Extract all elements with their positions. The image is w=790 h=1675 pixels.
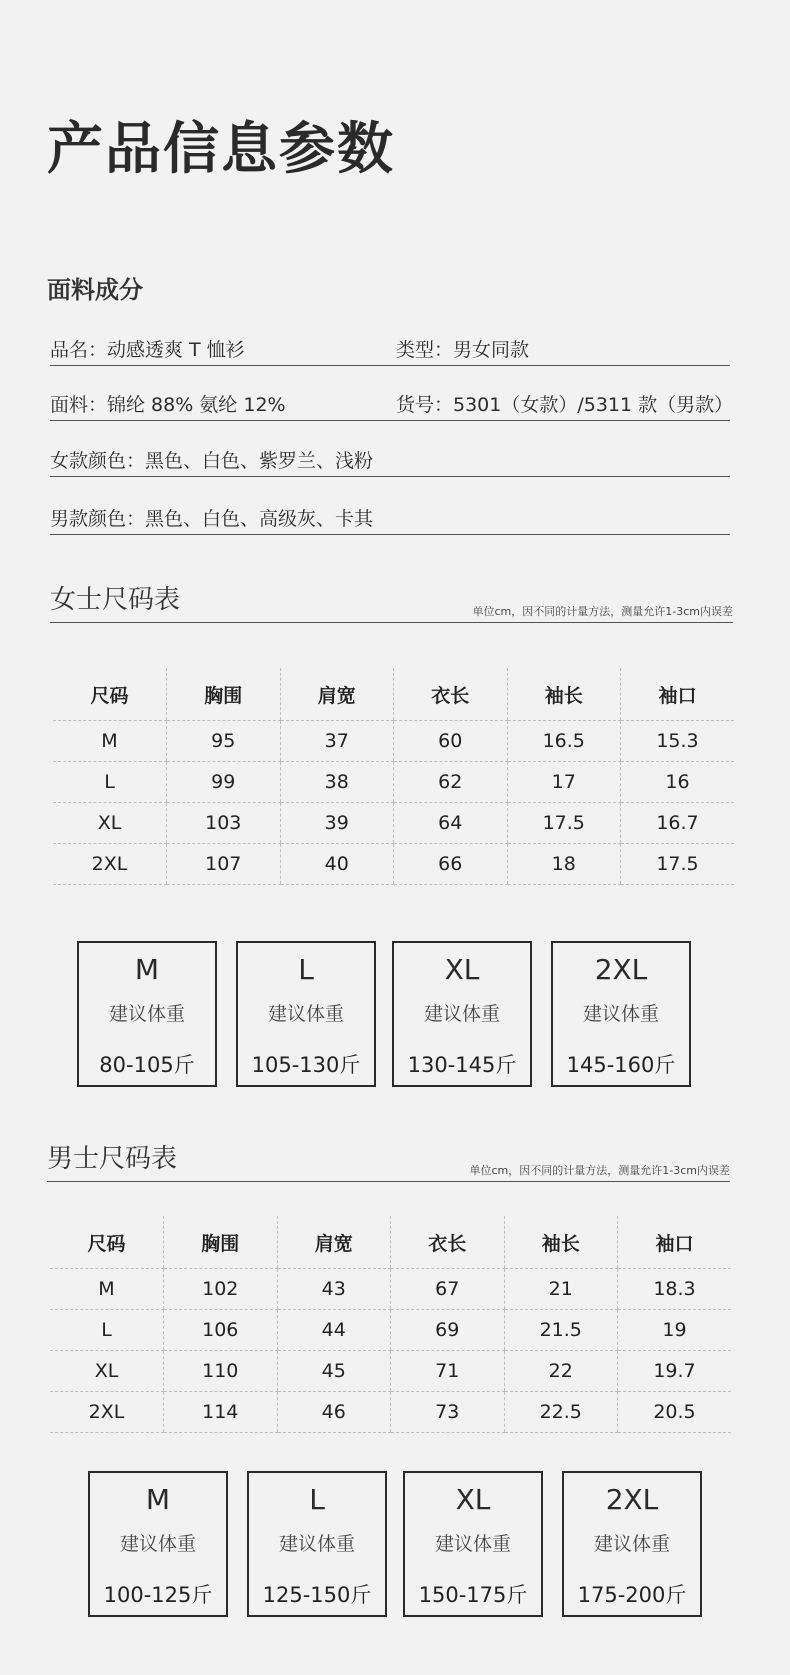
table-cell: 102: [164, 1269, 278, 1310]
weight-card-range: 175-200斤: [577, 1583, 687, 1607]
header-cell: 胸围: [167, 668, 281, 721]
table-cell: 39: [280, 803, 394, 844]
weight-card-label: 建议体重: [119, 1533, 196, 1555]
weight-card-label: 建议体重: [267, 1003, 344, 1025]
women-weight-card-2xl: [551, 941, 691, 1087]
product-name: 品名：动感透爽 T 恤衫: [50, 339, 245, 361]
table-row: [53, 721, 734, 762]
table-cell: XL: [50, 1351, 164, 1392]
info-row-women-colors: [50, 446, 730, 477]
weight-card-size: 2XL: [605, 1483, 659, 1516]
table-cell: 106: [164, 1310, 278, 1351]
table-cell: M: [50, 1269, 164, 1310]
header-cell: 衣长: [391, 1216, 505, 1269]
women-weight-card-l: [236, 941, 376, 1087]
men-size-chart-divider: [47, 1181, 730, 1182]
table-cell: 18: [507, 844, 621, 885]
header-cell: 袖口: [618, 1216, 732, 1269]
info-row-men-colors: [50, 504, 730, 535]
weight-card-size: L: [298, 953, 314, 986]
table-cell: 67: [391, 1269, 505, 1310]
table-row: [53, 844, 734, 885]
table-cell: M: [53, 721, 167, 762]
table-cell: L: [53, 762, 167, 803]
weight-card-label: 建议体重: [593, 1533, 670, 1555]
table-cell: 71: [391, 1351, 505, 1392]
fabric-composition: 面料：锦纶 88% 氨纶 12%: [50, 394, 286, 416]
header-cell: 衣长: [394, 668, 508, 721]
table-row: [53, 803, 734, 844]
table-cell: 60: [394, 721, 508, 762]
men-size-table: [50, 1216, 731, 1433]
women-size-chart-divider: [50, 622, 733, 623]
table-row: [50, 1269, 731, 1310]
table-cell: 20.5: [618, 1392, 732, 1433]
table-cell: 44: [277, 1310, 391, 1351]
women-size-chart-note: 单位cm，因不同的计量方法，测量允许1-3cm内误差: [472, 605, 733, 618]
header-cell: 胸围: [164, 1216, 278, 1269]
men-colors: 男款颜色：黑色、白色、高级灰、卡其: [50, 508, 374, 530]
header-cell: 尺码: [50, 1216, 164, 1269]
table-cell: 107: [167, 844, 281, 885]
table-cell: 64: [394, 803, 508, 844]
table-cell: 22.5: [504, 1392, 618, 1433]
header-cell: 肩宽: [277, 1216, 391, 1269]
table-cell: 46: [277, 1392, 391, 1433]
info-row-name-type: [50, 335, 730, 366]
table-header-row: [53, 668, 734, 721]
women-weight-card-xl: [392, 941, 532, 1087]
table-cell: 16: [621, 762, 735, 803]
table-cell: 40: [280, 844, 394, 885]
table-cell: 19: [618, 1310, 732, 1351]
table-row: [50, 1351, 731, 1392]
weight-card-range: 80-105斤: [99, 1053, 195, 1077]
weight-card-size: M: [134, 953, 160, 986]
weight-card-range: 125-150斤: [262, 1583, 372, 1607]
weight-card-size: 2XL: [594, 953, 648, 986]
table-cell: L: [50, 1310, 164, 1351]
table-cell: 73: [391, 1392, 505, 1433]
table-cell: 99: [167, 762, 281, 803]
table-cell: 2XL: [53, 844, 167, 885]
header-cell: 袖口: [621, 668, 735, 721]
header-cell: 袖长: [504, 1216, 618, 1269]
weight-card-range: 130-145斤: [407, 1053, 517, 1077]
table-cell: 62: [394, 762, 508, 803]
table-cell: 16.7: [621, 803, 735, 844]
weight-card-size: XL: [455, 1483, 491, 1516]
table-cell: 17: [507, 762, 621, 803]
table-cell: 21: [504, 1269, 618, 1310]
table-cell: 15.3: [621, 721, 735, 762]
weight-card-size: M: [145, 1483, 171, 1516]
table-cell: 2XL: [50, 1392, 164, 1433]
table-cell: 69: [391, 1310, 505, 1351]
table-cell: 19.7: [618, 1351, 732, 1392]
weight-card-size: XL: [444, 953, 480, 986]
men-weight-card-xl: [403, 1471, 543, 1617]
table-cell: 114: [164, 1392, 278, 1433]
table-row: [50, 1310, 731, 1351]
header-cell: 肩宽: [280, 668, 394, 721]
weight-card-label: 建议体重: [434, 1533, 511, 1555]
weight-card-label: 建议体重: [423, 1003, 500, 1025]
men-weight-card-l: [247, 1471, 387, 1617]
page-title: 产品信息参数: [47, 117, 395, 182]
table-cell: 110: [164, 1351, 278, 1392]
table-header-row: [50, 1216, 731, 1269]
women-size-table: [53, 668, 734, 885]
weight-card-range: 100-125斤: [103, 1583, 213, 1607]
women-weight-card-m: [77, 941, 217, 1087]
table-cell: 43: [277, 1269, 391, 1310]
table-row: [50, 1392, 731, 1433]
table-cell: 103: [167, 803, 281, 844]
weight-card-range: 145-160斤: [566, 1053, 676, 1077]
fabric-section-title: 面料成分: [47, 276, 143, 304]
weight-card-label: 建议体重: [108, 1003, 185, 1025]
men-size-chart-note: 单位cm，因不同的计量方法，测量允许1-3cm内误差: [469, 1164, 730, 1177]
table-cell: 95: [167, 721, 281, 762]
table-cell: 17.5: [621, 844, 735, 885]
table-row: [53, 762, 734, 803]
weight-card-range: 105-130斤: [251, 1053, 361, 1077]
header-cell: 尺码: [53, 668, 167, 721]
weight-card-label: 建议体重: [582, 1003, 659, 1025]
table-cell: 18.3: [618, 1269, 732, 1310]
product-type: 类型：男女同款: [396, 339, 530, 361]
table-cell: 17.5: [507, 803, 621, 844]
men-size-chart-title: 男士尺码表: [47, 1144, 178, 1174]
info-row-fabric-sku: [50, 390, 734, 421]
table-cell: 38: [280, 762, 394, 803]
women-colors: 女款颜色：黑色、白色、紫罗兰、浅粉: [50, 450, 374, 472]
header-cell: 袖长: [507, 668, 621, 721]
weight-card-size: L: [309, 1483, 325, 1516]
weight-card-label: 建议体重: [278, 1533, 355, 1555]
table-cell: 21.5: [504, 1310, 618, 1351]
men-weight-card-m: [88, 1471, 228, 1617]
weight-card-range: 150-175斤: [418, 1583, 528, 1607]
women-size-chart-title: 女士尺码表: [50, 585, 181, 615]
table-cell: XL: [53, 803, 167, 844]
table-cell: 45: [277, 1351, 391, 1392]
men-weight-card-2xl: [562, 1471, 702, 1617]
table-cell: 66: [394, 844, 508, 885]
item-number: 货号：5301（女款）/5311 款（男款）: [396, 394, 734, 416]
table-cell: 37: [280, 721, 394, 762]
table-cell: 16.5: [507, 721, 621, 762]
table-cell: 22: [504, 1351, 618, 1392]
